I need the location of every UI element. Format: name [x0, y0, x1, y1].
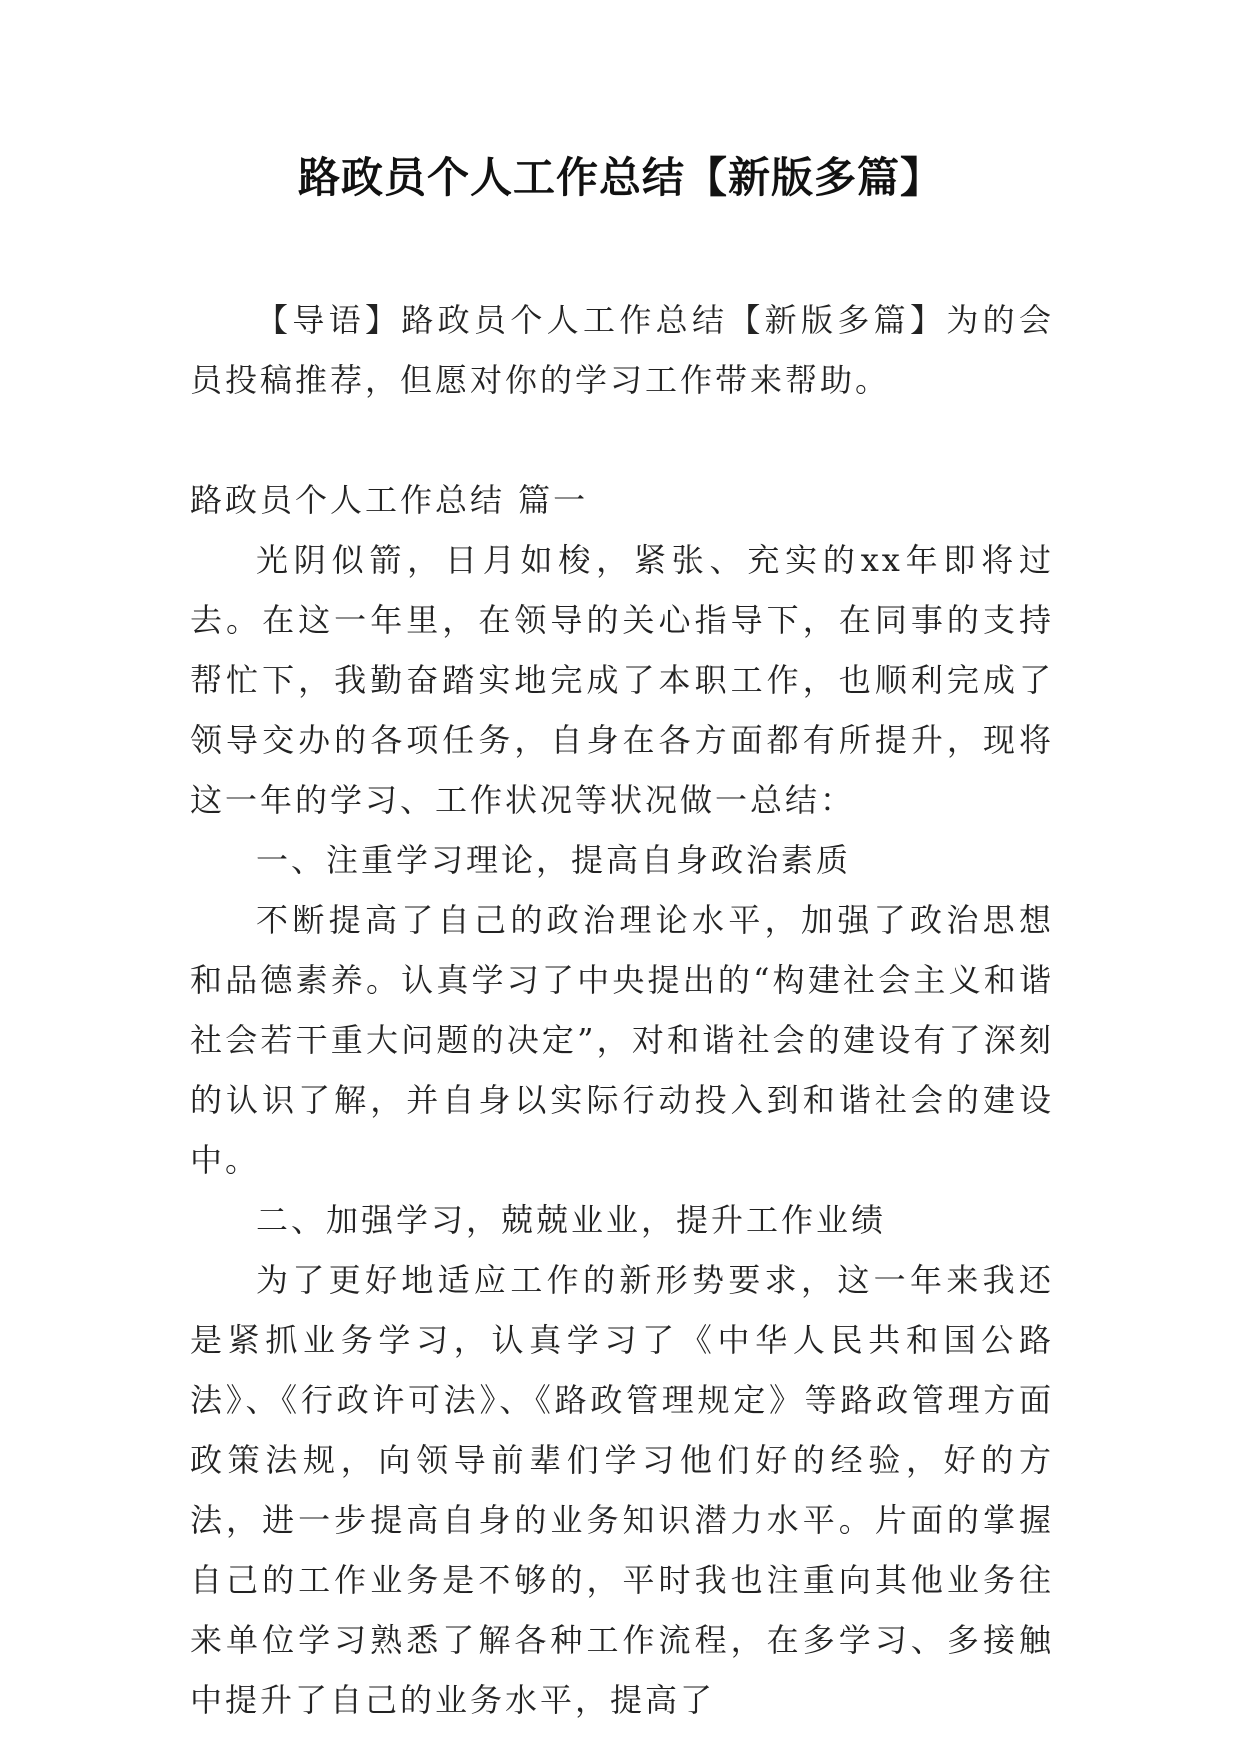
section-title: 路政员个人工作总结 篇一 [190, 481, 589, 519]
document-title: 路政员个人工作总结【新版多篇】 [297, 153, 943, 202]
body-paragraph: 不断提高了自己的政治理论水平，加强了政治思想和品德素养。认真学习了中央提出的“构建社会主义和谐社会若干重大问题的决定”，对和谐社会的建设有了深刻的认识了解，并自身以实际行动投入到和谐社会的建设中。 [190, 901, 1054, 1179]
body-paragraph: 为了更好地适应工作的新形势要求，这一年来我还是紧抓业务学习，认真学习了《中华人民共和国公路法》、《行政许可法》、《路政管理规定》等路政管理方面政策法规，向领导前辈们学习他们好的经验，好的方法，进一步提高自身的业务知识潜力水平。片面的掌握自己的工作业务是不够的，平时我也注重向其他业务往来单位学习熟悉了解各种工作流程，在多学习、多接触中提升了自己的业务水平，提高了 [190, 1261, 1054, 1719]
intro-paragraph: 【导语】路政员个人工作总结【新版多篇】为的会员投稿推荐，但愿对你的学习工作带来帮助。 [190, 301, 1054, 399]
subheading: 一、注重学习理论，提高自身政治素质 [256, 841, 852, 879]
body-paragraph: 光阴似箭，日月如梭，紧张、充实的xx年即将过去。在这一年里，在领导的关心指导下，在同事的支持帮忙下，我勤奋踏实地完成了本职工作，也顺利完成了领导交办的各项任务，自身在各方面都有所提升，现将这一年的学习、工作状况等状况做一总结： [190, 541, 1054, 819]
subheading: 二、加强学习，兢兢业业，提升工作业绩 [256, 1201, 887, 1239]
document-body [190, 290, 1054, 1730]
